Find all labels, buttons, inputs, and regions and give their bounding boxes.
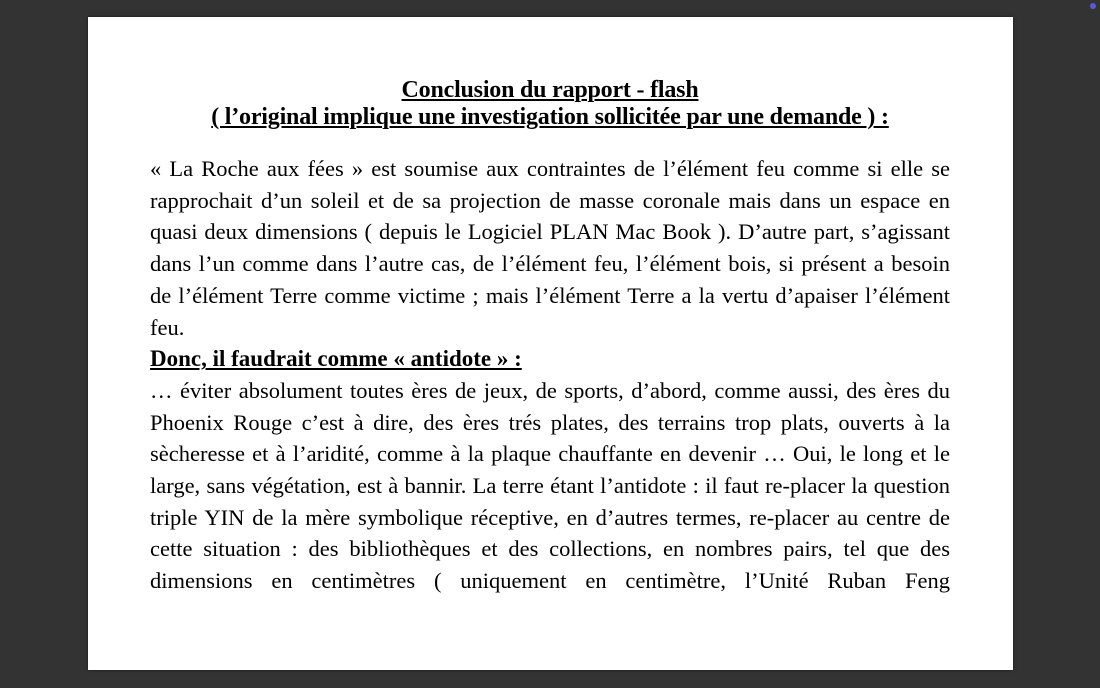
paragraph-1: « La Roche aux fées » est soumise aux contraintes de l’élément feu comme si elle se rapprochait d’un soleil et de sa projection de masse coronale mais dans un espace en quasi deux dimensions ( depuis le Logiciel PLAN Mac Book ). D’autre part, s’agissant dans l’un comme dans l’autre cas, de l’élément feu, l’élément bois, si présent a besoin de l’élément Terre comme victime ; mais l’élément Terre a la vertu d’apaiser l’élément feu. — [150, 156, 950, 340]
document-heading — [150, 77, 950, 131]
document-body — [150, 153, 950, 597]
subheading-antidote: Donc, il faudrait comme « antidote » : — [150, 346, 522, 372]
status-indicator-dot — [1090, 3, 1096, 9]
paragraph-2: … éviter absolument toutes ères de jeux, de sports, d’abord, comme aussi, des ères du Phoenix Rouge c’est à dire, des ères trés plates, des terrains trop plats, ouverts à la sècheresse et à l’aridité, comme à la plaque chauffante en devenir … Oui, le long et le large, sans végétation, est à bannir. La terre étant l’antidote : il faut re-placer la question triple YIN de la mère symbolique réceptive, en d’autres termes, re-placer au centre de cette situation : des bibliothèques et des collections, en nombres pairs, tel que des dimensions en centimètres ( uniquement en centimètre, l’Unité Ruban Feng — [150, 377, 950, 594]
document-page — [88, 17, 1013, 670]
page-content — [150, 77, 950, 597]
document-title: Conclusion du rapport - flash — [401, 77, 699, 103]
document-subtitle: ( l’original implique une investigation sollicitée par une demande ) : — [211, 104, 889, 130]
